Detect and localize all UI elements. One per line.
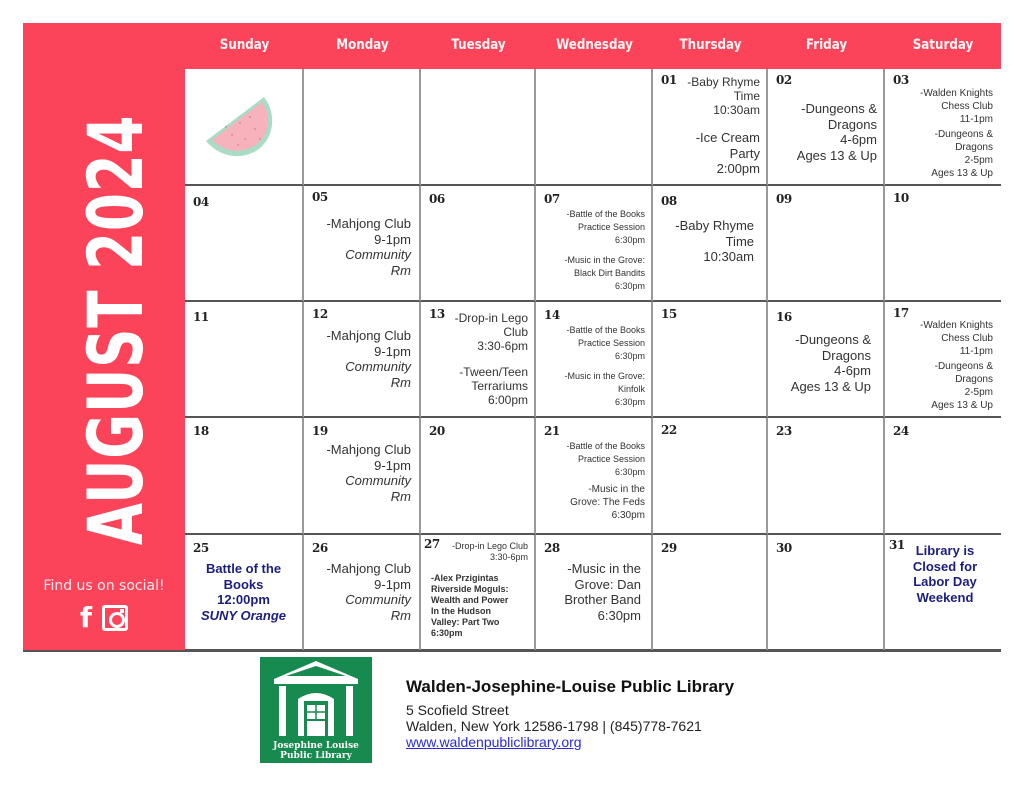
calendar-cell-24[interactable] [885, 418, 1001, 535]
event-tween-teen-terrariums: -Tween/Teen Terrariums 6:00pm [459, 365, 528, 407]
weekday-sunday: Sunday [219, 37, 270, 53]
social-icons [23, 603, 185, 633]
calendar-cell-empty [536, 69, 653, 186]
event-dungeons-dragons: -Dungeons & Dragons 2-5pm Ages 13 & Up [931, 361, 993, 411]
library-building-icon [260, 657, 372, 739]
day-number: 16 [776, 310, 792, 324]
day-number: 18 [193, 424, 209, 438]
day-number: 09 [776, 192, 792, 206]
events-list [326, 328, 411, 396]
day-number: 11 [193, 310, 209, 324]
day-number: 31 [889, 538, 905, 552]
day-number: 01 [661, 73, 677, 87]
events-list [687, 75, 760, 183]
event-music-in-the-grove: -Music in the Grove: The Feds 6:30pm [570, 484, 645, 521]
event-lego-club: -Drop-in Lego Club 3:30-6pm [451, 541, 528, 562]
day-number: 13 [429, 307, 445, 321]
calendar-cell-28[interactable] [536, 535, 653, 651]
weekday-saturday: Saturday [912, 37, 974, 53]
day-number: 12 [312, 307, 328, 321]
events-list [191, 561, 296, 629]
events-list [566, 440, 645, 528]
event-mahjong-club: -Mahjong Club 9-1pm Community Rm [326, 216, 411, 278]
calendar-cell-17[interactable] [885, 302, 1001, 418]
weekday-thursday: Thursday [679, 37, 742, 53]
day-number: 19 [312, 424, 328, 438]
events-list [326, 216, 411, 284]
library-address [406, 702, 702, 734]
library-name: Walden-Josephine-Louise Public Library [406, 677, 735, 696]
calendar-cell-14[interactable] [536, 302, 653, 418]
day-number: 07 [544, 192, 560, 206]
event-riverside-moguls-lecture: -Alex Przigintas Riverside Moguls: Wealth and Power In the Hudson Valley: Part Two 6:30pm [431, 573, 509, 638]
events-list [326, 442, 411, 510]
event-battle-of-the-books-practice: -Battle of the Books Practice Session 6:30pm [566, 209, 645, 245]
weekday-wednesday: Wednesday [556, 37, 633, 53]
event-battle-of-the-books: Battle of the Books 12:00pm SUNY Orange [200, 561, 286, 623]
day-number: 25 [193, 541, 209, 555]
calendar-cell-26[interactable] [304, 535, 421, 651]
calendar-cell-01[interactable] [653, 69, 768, 186]
calendar-cell-10[interactable] [885, 186, 1001, 302]
calendar-cell-05[interactable] [304, 186, 421, 302]
logo-caption: Josephine Louise Public Library [273, 741, 359, 761]
bottom-rule [23, 650, 1001, 652]
calendar-cell-08[interactable] [653, 186, 768, 302]
events-list [564, 324, 645, 415]
library-website-link[interactable]: www.waldenpubliclibrary.org [406, 734, 582, 750]
calendar-cell-empty [304, 69, 421, 186]
calendar-cell-07[interactable] [536, 186, 653, 302]
calendar-cell-16[interactable] [768, 302, 885, 418]
weekday-tuesday: Tuesday [451, 37, 506, 53]
events-list-lecture [431, 573, 509, 645]
calendar-cell-02[interactable] [768, 69, 885, 186]
event-ice-cream-party: -Ice Cream Party 2:00pm [695, 130, 760, 176]
address-street: 5 Scofield Street [406, 702, 509, 718]
event-dungeons-dragons: -Dungeons & Dragons 4-6pm Ages 13 & Up [790, 332, 871, 394]
event-chess-club: -Walden Knights Chess Club 11-1pm [920, 88, 993, 125]
day-number: 24 [893, 424, 909, 438]
calendar-cell-13[interactable] [421, 302, 536, 418]
calendar-cell-03[interactable] [885, 69, 1001, 186]
events-list [455, 311, 528, 413]
calendar-cell-15[interactable] [653, 302, 768, 418]
events-list [920, 319, 993, 418]
event-music-in-the-grove: -Music in the Grove: Kinfolk 6:30pm [564, 371, 645, 407]
events-list [564, 561, 641, 629]
events-list [797, 101, 877, 169]
calendar-cell-empty [185, 69, 304, 186]
day-number: 08 [661, 194, 677, 208]
event-battle-of-the-books-practice: -Battle of the Books Practice Session 6:30pm [566, 325, 645, 361]
event-chess-club: -Walden Knights Chess Club 11-1pm [920, 320, 993, 357]
calendar-cell-11[interactable] [185, 302, 304, 418]
day-number: 15 [661, 307, 677, 321]
calendar-cell-27[interactable] [421, 535, 536, 651]
weekday-friday: Friday [805, 37, 848, 53]
calendar-cell-21[interactable] [536, 418, 653, 535]
event-dungeons-dragons: -Dungeons & Dragons 2-5pm Ages 13 & Up [931, 129, 993, 179]
event-lego-club: -Drop-in Lego Club 3:30-6pm [454, 311, 528, 353]
day-number: 10 [893, 191, 909, 205]
calendar-cell-22[interactable] [653, 418, 768, 535]
address-city-phone: Walden, New York 12586-1798 | (845)778-7621 [406, 718, 702, 734]
calendar-cell-25[interactable] [185, 535, 304, 651]
day-number: 28 [544, 541, 560, 555]
event-library-closed: Library is Closed for Labor Day Weekend [912, 543, 978, 605]
calendar-cell-04[interactable] [185, 186, 304, 302]
library-logo [260, 657, 372, 763]
weekday-monday: Monday [336, 37, 389, 53]
day-number: 02 [776, 73, 792, 87]
day-number: 29 [661, 541, 677, 555]
day-number: 27 [424, 537, 440, 551]
calendar-cell-19[interactable] [304, 418, 421, 535]
instagram-icon[interactable] [102, 605, 128, 631]
events-list [901, 543, 989, 611]
events-list [452, 541, 528, 569]
facebook-icon[interactable]: f [79, 601, 93, 634]
day-number: 17 [893, 306, 909, 320]
social-label: Find us on social! [43, 578, 165, 594]
event-music-in-the-grove: -Music in the Grove: Black Dirt Bandits 6:30pm [564, 255, 645, 291]
events-list [326, 561, 411, 629]
events-list [791, 332, 871, 400]
calendar-cell-empty [421, 69, 536, 186]
event-mahjong-club: -Mahjong Club 9-1pm Community Rm [326, 561, 411, 623]
calendar-cell-12[interactable] [304, 302, 421, 418]
day-number: 21 [544, 424, 560, 438]
events-list [920, 87, 993, 186]
month-title: AUGUST 2024 [71, 114, 160, 546]
event-music-in-the-grove: -Music in the Grove: Dan Brother Band 6:30pm [564, 561, 641, 623]
events-list [564, 208, 645, 299]
day-number: 23 [776, 424, 792, 438]
day-number: 06 [429, 192, 445, 206]
day-number: 03 [893, 73, 909, 87]
event-baby-rhyme-time: -Baby Rhyme Time 10:30am [687, 75, 760, 117]
day-number: 04 [193, 195, 209, 209]
watermelon-icon [200, 93, 280, 159]
day-number: 22 [661, 423, 677, 437]
calendar-cell-09[interactable] [768, 186, 885, 302]
event-mahjong-club: -Mahjong Club 9-1pm Community Rm [326, 328, 411, 390]
event-battle-of-the-books-practice: -Battle of the Books Practice Session 6:30pm [566, 441, 645, 477]
day-number: 14 [544, 308, 560, 322]
calendar-cell-06[interactable] [421, 186, 536, 302]
event-dungeons-dragons: -Dungeons & Dragons 4-6pm Ages 13 & Up [796, 101, 877, 163]
calendar-cell-23[interactable] [768, 418, 885, 535]
day-number: 20 [429, 424, 445, 438]
event-baby-rhyme-time: -Baby Rhyme Time 10:30am [675, 218, 754, 264]
event-mahjong-club: -Mahjong Club 9-1pm Community Rm [326, 442, 411, 504]
calendar-cell-18[interactable] [185, 418, 304, 535]
calendar-cell-20[interactable] [421, 418, 536, 535]
events-list [675, 218, 754, 271]
calendar-cell-29[interactable] [653, 535, 768, 651]
calendar-cell-30[interactable] [768, 535, 885, 651]
side-panel [23, 23, 185, 651]
day-number: 05 [312, 190, 328, 204]
calendar-cell-31[interactable] [885, 535, 1001, 651]
day-number: 30 [776, 541, 792, 555]
day-number: 26 [312, 541, 328, 555]
calendar-grid [185, 69, 1001, 651]
